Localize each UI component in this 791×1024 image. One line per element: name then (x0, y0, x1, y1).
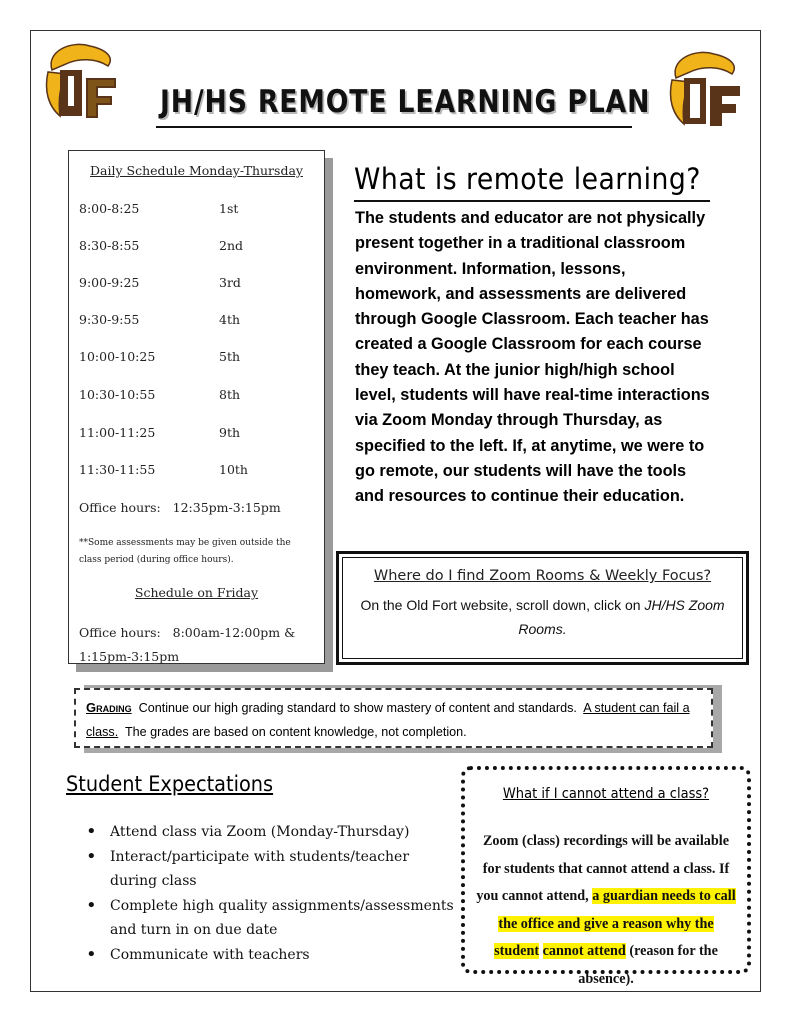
schedule-time: 8:30-8:55 (79, 238, 140, 253)
schedule-time: 10:00-10:25 (79, 349, 156, 364)
schedule-time: 11:00-11:25 (79, 425, 156, 440)
schedule-time: 8:00-8:25 (79, 201, 140, 216)
zoom-body (349, 593, 736, 641)
list-item: • Communicate with teachers (84, 943, 454, 968)
friday-office-hours: Office hours: 8:00am-12:00pm & 1:15pm-3:15pm (79, 625, 300, 664)
school-logo-left (42, 40, 122, 132)
schedule-time: 11:30-11:55 (79, 462, 156, 477)
list-item: • Interact/participate with students/teacher during class (84, 845, 454, 894)
friday-heading: Schedule on Friday (134, 585, 259, 600)
remote-learning-heading: What is remote learning? (354, 162, 701, 196)
schedule-row (79, 462, 309, 482)
office-hours: Office hours: 12:35pm-3:15pm (79, 500, 281, 515)
title-underline (156, 126, 632, 128)
expectations-heading: Student Expectations (66, 772, 274, 796)
schedule-row (79, 312, 309, 332)
schedule-heading: Daily Schedule Monday-Thursday (90, 163, 303, 178)
schedule-period: 4th (219, 312, 241, 327)
schedule-note: **Some assessments may be given outside the class period (during office hours). (79, 538, 291, 565)
grading-text-2: The grades are based on content knowledge, not completion. (118, 725, 467, 739)
grading-box (74, 688, 713, 748)
schedule-period: 8th (219, 387, 241, 402)
schedule-time: 10:30-10:55 (79, 387, 156, 402)
schedule-time: 9:00-9:25 (79, 275, 140, 290)
schedule-period: 1st (219, 201, 239, 216)
attendance-body (475, 828, 737, 993)
schedule-row (79, 349, 309, 369)
attendance-box (461, 766, 751, 987)
old-fort-logo-icon (666, 48, 746, 140)
schedule-row (79, 238, 309, 258)
page-title: JH/HS REMOTE LEARNING PLAN (160, 84, 651, 120)
remote-learning-underline (354, 200, 710, 202)
schedule-period: 10th (219, 462, 248, 477)
schedule-row (79, 201, 309, 221)
grading-text: Continue our high grading standard to show mastery of content and standards. (131, 701, 584, 715)
schedule-row (79, 387, 309, 407)
zoom-body-text: On the Old Fort website, scroll down, click on (360, 597, 645, 613)
schedule-period: 2nd (219, 238, 244, 253)
zoom-rooms-link: JH/HS Zoom Rooms. (518, 597, 725, 637)
attendance-text: Zoom (class) recordings will be available for students that cannot attend a class. If you cannot attend, (476, 833, 730, 904)
schedule-box (68, 150, 325, 664)
attendance-highlight-2: cannot attend (542, 943, 626, 959)
old-fort-logo-icon (42, 40, 122, 132)
schedule-period: 9th (219, 425, 241, 440)
zoom-info-box (336, 551, 749, 665)
remote-learning-body: The students and educator are not physically present together in a traditional classroom environment. Information, lessons, homework, and assessments are delivered through Google Classroom. Each teacher has created a Google Classroom for each course they teach. At the junior high/high school level, students will have real-time interactions via Zoom Monday through Thursday, as specified to the left. If, at anytime, we were to go remote, our students will have the tools and resources to continue their education. (355, 209, 710, 506)
list-item: • Attend class via Zoom (Monday-Thursday) (84, 820, 454, 845)
expectations-list (84, 820, 454, 967)
schedule-period: 3rd (219, 275, 241, 290)
attendance-text-2: (reason for the absence). (578, 943, 718, 987)
grading-underlined: A student can fail a class. (86, 701, 690, 739)
school-logo-right (666, 48, 746, 140)
schedule-row (79, 425, 309, 445)
attendance-highlight: a guardian needs to call the office and give a reason why the student (494, 888, 736, 959)
attendance-heading: What if I cannot attend a class? (502, 786, 710, 802)
schedule-row (79, 275, 309, 295)
grading-label: Grading (86, 700, 132, 715)
schedule-time: 9:30-9:55 (79, 312, 140, 327)
list-item: • Complete high quality assignments/assessments and turn in on due date (84, 894, 454, 943)
schedule-period: 5th (219, 349, 241, 364)
zoom-heading: Where do I find Zoom Rooms & Weekly Focus? (373, 568, 712, 584)
